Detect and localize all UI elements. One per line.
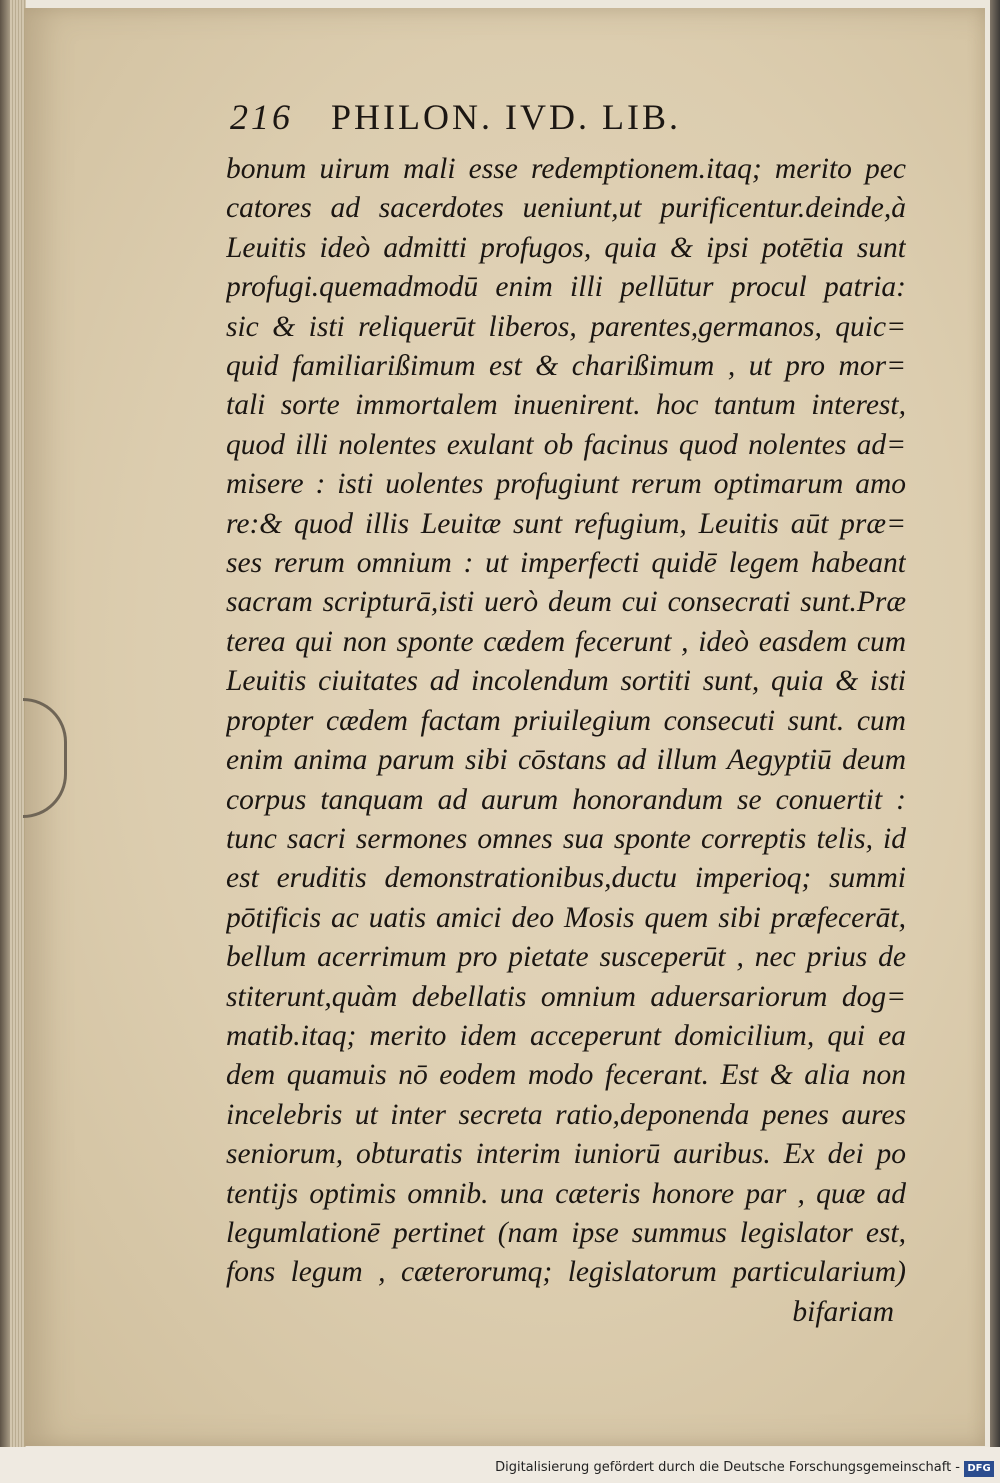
text-line: propter cædem factam priuilegium consecuti sunt. cum [226, 704, 906, 737]
dfg-logo-icon: DFG [964, 1461, 994, 1477]
text-line: corpus tanquam ad aurum honorandum se conuertit : [226, 783, 906, 816]
text-line: misere : isti uolentes profugiunt rerum optimarum amo [226, 468, 906, 501]
text-line: seniorum, obturatis interim iuniorū auribus. Ex dei po [226, 1138, 906, 1171]
text-line: catores ad sacerdotes ueniunt,ut purificentur.deinde,à [226, 192, 906, 225]
text-line: dem quamuis nō eodem modo fecerant. Est & alia non [226, 1059, 906, 1092]
body-text [226, 150, 906, 1332]
text-line: stiterunt,quàm debellatis omnium aduersariorum dog= [226, 980, 906, 1013]
text-line: pōtificis ac uatis amici deo Mosis quem sibi præfecerāt, [226, 901, 906, 934]
text-line: quod illi nolentes exulant ob facinus quod nolentes ad= [226, 428, 906, 461]
text-line: ses rerum omnium : ut imperfecti quidē legem habeant [226, 547, 906, 580]
text-line: bellum acerrimum pro pietate susceperūt , nec prius de [226, 941, 906, 974]
running-title: PHILON. IVD. LIB. [331, 97, 681, 137]
book-spine-edge [0, 0, 10, 1483]
text-line: terea qui non sponte cædem fecerunt , ideò easdem cum [226, 625, 906, 658]
right-margin-edge [990, 0, 1000, 1483]
text-line: legumlationē pertinet (nam ipse summus legislator est, [226, 1216, 906, 1249]
footer-bar [0, 1447, 1000, 1483]
text-line: sacram scripturā,isti uerò deum cui consecrati sunt.Præ [226, 586, 906, 619]
text-line: incelebris ut inter secreta ratio,deponenda penes aures [226, 1098, 906, 1131]
catchword: bifariam [792, 1295, 894, 1328]
text-line: enim anima parum sibi cōstans ad illum Aegyptiū deum [226, 744, 906, 777]
text-line: est eruditis demonstrationibus,ductu imperioq; summi [226, 862, 906, 895]
text-line: quid familiarißimum est & charißimum , ut pro mor= [226, 350, 906, 383]
text-line: profugi.quemadmodū enim illi pellūtur procul patria: [226, 271, 906, 304]
funding-credit: Digitalisierung gefördert durch die Deutsche Forschungsgemeinschaft - [495, 1460, 960, 1475]
page-number: 216 [230, 97, 293, 137]
text-line: tunc sacri sermones omnes sua sponte correptis telis, id [226, 822, 906, 855]
text-line: re:& quod illis Leuitæ sunt refugium, Leuitis aūt præ= [226, 507, 906, 540]
text-line: tali sorte immortalem inuenirent. hoc tantum interest, [226, 389, 906, 422]
text-line: tentijs optimis omnib. una cæteris honore par , quæ ad [226, 1177, 906, 1210]
text-line: Leuitis ideò admitti profugos, quia & ipsi potētia sunt [226, 231, 906, 264]
clasp-mark [23, 698, 67, 818]
running-header [230, 96, 681, 138]
text-line: fons legum , cæterorumq; legislatorum particularium) [226, 1256, 906, 1289]
text-line: bonum uirum mali esse redemptionem.itaq; merito pec [226, 153, 906, 185]
text-line: sic & isti reliquerūt liberos, parentes,germanos, quic= [226, 310, 906, 343]
text-line: Leuitis ciuitates ad incolendum sortiti sunt, quia & isti [226, 665, 906, 698]
text-line: matib.itaq; merito idem acceperunt domicilium, qui ea [226, 1019, 906, 1052]
